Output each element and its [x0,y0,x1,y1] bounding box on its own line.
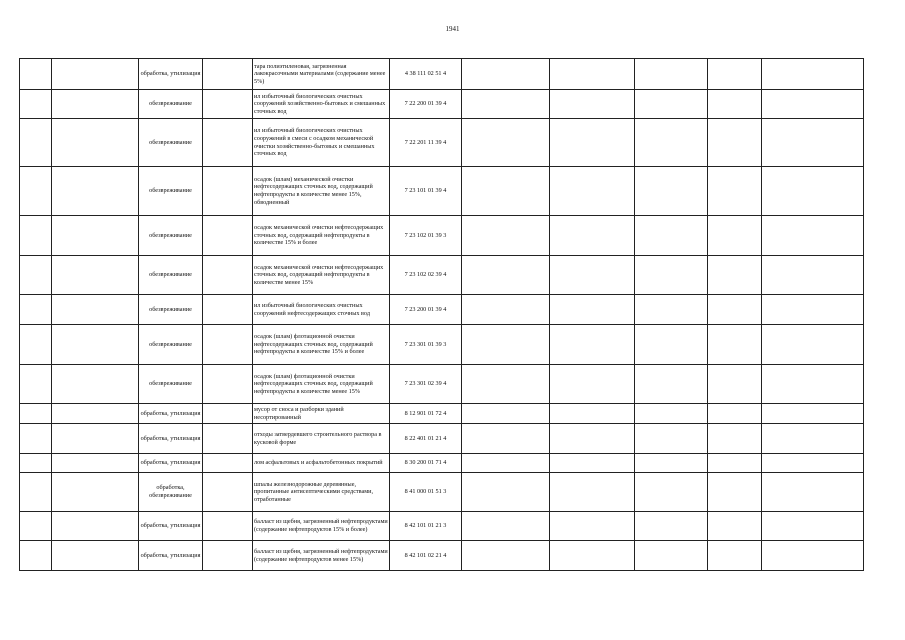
cell-empty [762,365,864,404]
table-row [20,424,864,454]
cell-empty [708,119,762,167]
cell-empty [462,404,550,424]
cell-empty [203,541,253,571]
cell-empty [52,216,139,256]
cell-fkko-code: 7 23 102 02 39 4 [390,256,462,295]
cell-empty [762,295,864,325]
cell-empty [52,473,139,512]
cell-operation: обработка, утилизация [139,541,203,571]
cell-empty [635,119,708,167]
cell-empty [708,167,762,216]
cell-operation: обезвреживание [139,325,203,365]
cell-empty [635,404,708,424]
cell-operation: обработка, утилизация [139,454,203,473]
cell-empty [635,424,708,454]
cell-empty [550,473,635,512]
cell-waste-name: ил избыточный биологических очистных сооружений нефтесодержащих сточных вод [253,295,390,325]
cell-empty [52,295,139,325]
cell-waste-name: осадок механической очистки нефтесодержащих сточных вод, содержащий нефтепродукты в количестве 15% и более [253,216,390,256]
cell-empty [462,325,550,365]
cell-operation: обезвреживание [139,90,203,119]
cell-empty [550,424,635,454]
cell-empty [635,256,708,295]
cell-empty [550,365,635,404]
table-row [20,59,864,90]
cell-empty [52,256,139,295]
cell-empty [708,454,762,473]
cell-empty [20,424,52,454]
cell-empty [762,256,864,295]
cell-empty [52,454,139,473]
cell-empty [708,424,762,454]
cell-empty [708,59,762,90]
cell-fkko-code: 7 23 200 01 39 4 [390,295,462,325]
cell-empty [203,167,253,216]
cell-operation: обработка, утилизация [139,59,203,90]
cell-empty [762,404,864,424]
cell-empty [462,454,550,473]
cell-empty [203,365,253,404]
cell-empty [550,90,635,119]
cell-empty [550,404,635,424]
cell-waste-name: осадок (шлам) механической очистки нефтесодержащих сточных вод, содержащий нефтепродукты в количестве менее 15%, обводненный [253,167,390,216]
cell-empty [20,325,52,365]
cell-empty [20,256,52,295]
cell-empty [203,454,253,473]
table-row [20,325,864,365]
waste-table [19,58,864,571]
table-row [20,256,864,295]
cell-empty [708,295,762,325]
cell-empty [550,295,635,325]
cell-fkko-code: 8 12 901 01 72 4 [390,404,462,424]
cell-empty [203,216,253,256]
cell-waste-name: балласт из щебня, загрязненный нефтепродуктами (содержание нефтепродуктов 15% и более) [253,512,390,541]
cell-fkko-code: 7 23 101 01 39 4 [390,167,462,216]
cell-fkko-code: 8 42 101 02 21 4 [390,541,462,571]
cell-empty [203,90,253,119]
cell-fkko-code: 7 22 201 11 39 4 [390,119,462,167]
cell-operation: обработка, утилизация [139,404,203,424]
cell-waste-name: ил избыточный биологических очистных сооружений в смеси с осадком механической очистки хозяйственно-бытовых и смешанных сточных вод [253,119,390,167]
cell-operation: обезвреживание [139,365,203,404]
cell-empty [20,404,52,424]
cell-empty [20,59,52,90]
table-row [20,119,864,167]
cell-waste-name: тара полиэтиленовая, загрязненная лакокрасочными материалами (содержание менее 5%) [253,59,390,90]
cell-operation: обработка, утилизация [139,512,203,541]
cell-empty [462,512,550,541]
cell-empty [762,90,864,119]
cell-fkko-code: 8 41 000 01 51 3 [390,473,462,512]
cell-empty [20,365,52,404]
cell-empty [708,325,762,365]
table-row [20,167,864,216]
cell-empty [20,90,52,119]
cell-empty [20,119,52,167]
cell-empty [550,454,635,473]
cell-empty [708,404,762,424]
cell-empty [20,454,52,473]
cell-empty [762,325,864,365]
cell-operation: обработка, утилизация [139,424,203,454]
cell-empty [203,404,253,424]
cell-waste-name: осадок механической очистки нефтесодержащих сточных вод, содержащий нефтепродукты в количестве менее 15% [253,256,390,295]
cell-empty [20,216,52,256]
cell-empty [550,167,635,216]
cell-empty [635,167,708,216]
cell-empty [708,90,762,119]
table-row [20,473,864,512]
table-row [20,512,864,541]
cell-empty [550,216,635,256]
cell-empty [203,325,253,365]
cell-fkko-code: 8 42 101 01 21 3 [390,512,462,541]
cell-empty [635,365,708,404]
cell-empty [708,541,762,571]
cell-waste-name: осадок (шлам) флотационной очистки нефтесодержащих сточных вод, содержащий нефтепродукты в количестве менее 15% [253,365,390,404]
cell-empty [708,256,762,295]
cell-operation: обезвреживание [139,119,203,167]
cell-empty [635,512,708,541]
cell-empty [635,90,708,119]
cell-waste-name: ил избыточный биологических очистных сооружений хозяйственно-бытовых и смешанных сточных вод [253,90,390,119]
cell-empty [762,541,864,571]
cell-empty [635,325,708,365]
cell-empty [708,216,762,256]
cell-empty [52,59,139,90]
cell-empty [635,59,708,90]
cell-empty [203,512,253,541]
cell-empty [635,295,708,325]
cell-empty [462,365,550,404]
cell-fkko-code: 8 30 200 01 71 4 [390,454,462,473]
cell-empty [550,512,635,541]
cell-empty [52,325,139,365]
page-number: 1941 [445,25,460,33]
cell-fkko-code: 7 22 200 01 39 4 [390,90,462,119]
cell-empty [635,454,708,473]
cell-empty [462,59,550,90]
cell-empty [550,541,635,571]
cell-waste-name: шпалы железнодорожные деревянные, пропитанные антисептическими средствами, отработанные [253,473,390,512]
table-row [20,216,864,256]
cell-empty [462,541,550,571]
cell-empty [52,404,139,424]
cell-empty [762,454,864,473]
cell-empty [708,365,762,404]
cell-empty [462,424,550,454]
cell-empty [462,167,550,216]
cell-empty [20,167,52,216]
cell-empty [762,473,864,512]
table-row [20,90,864,119]
cell-empty [203,473,253,512]
cell-fkko-code: 8 22 401 01 21 4 [390,424,462,454]
cell-waste-name: лом асфальтовых и асфальтобетонных покрытий [253,454,390,473]
cell-empty [52,424,139,454]
table-row [20,454,864,473]
cell-empty [52,119,139,167]
cell-fkko-code: 7 23 301 02 39 4 [390,365,462,404]
cell-empty [550,256,635,295]
cell-empty [52,541,139,571]
cell-empty [762,59,864,90]
cell-empty [635,473,708,512]
cell-empty [462,295,550,325]
cell-empty [762,424,864,454]
table-row [20,365,864,404]
cell-empty [52,90,139,119]
table-row [20,295,864,325]
cell-fkko-code: 7 23 301 01 39 3 [390,325,462,365]
cell-empty [762,512,864,541]
cell-empty [203,256,253,295]
table-row [20,541,864,571]
cell-empty [52,365,139,404]
cell-operation: обработка, обезвреживание [139,473,203,512]
cell-empty [462,90,550,119]
cell-empty [203,59,253,90]
cell-empty [203,295,253,325]
cell-waste-name: балласт из щебня, загрязненный нефтепродуктами (содержание нефтепродуктов менее 15%) [253,541,390,571]
cell-empty [203,424,253,454]
cell-empty [20,473,52,512]
cell-empty [762,167,864,216]
cell-empty [708,473,762,512]
cell-empty [20,541,52,571]
cell-empty [203,119,253,167]
cell-empty [762,119,864,167]
cell-empty [550,59,635,90]
cell-fkko-code: 4 38 111 02 51 4 [390,59,462,90]
table-row [20,404,864,424]
cell-empty [635,541,708,571]
cell-empty [20,295,52,325]
cell-operation: обезвреживание [139,256,203,295]
cell-empty [708,512,762,541]
cell-operation: обезвреживание [139,295,203,325]
cell-operation: обезвреживание [139,216,203,256]
cell-empty [550,325,635,365]
cell-empty [20,512,52,541]
cell-operation: обезвреживание [139,167,203,216]
cell-waste-name: мусор от сноса и разборки зданий несортированный [253,404,390,424]
cell-empty [462,256,550,295]
cell-empty [550,119,635,167]
cell-fkko-code: 7 23 102 01 39 3 [390,216,462,256]
cell-empty [52,512,139,541]
cell-empty [762,216,864,256]
cell-empty [462,119,550,167]
cell-waste-name: отходы затвердевшего строительного раствора в кусковой форме [253,424,390,454]
cell-waste-name: осадок (шлам) флотационной очистки нефтесодержащих сточных вод, содержащий нефтепродукты в количестве 15% и более [253,325,390,365]
cell-empty [462,216,550,256]
cell-empty [635,216,708,256]
cell-empty [462,473,550,512]
cell-empty [52,167,139,216]
